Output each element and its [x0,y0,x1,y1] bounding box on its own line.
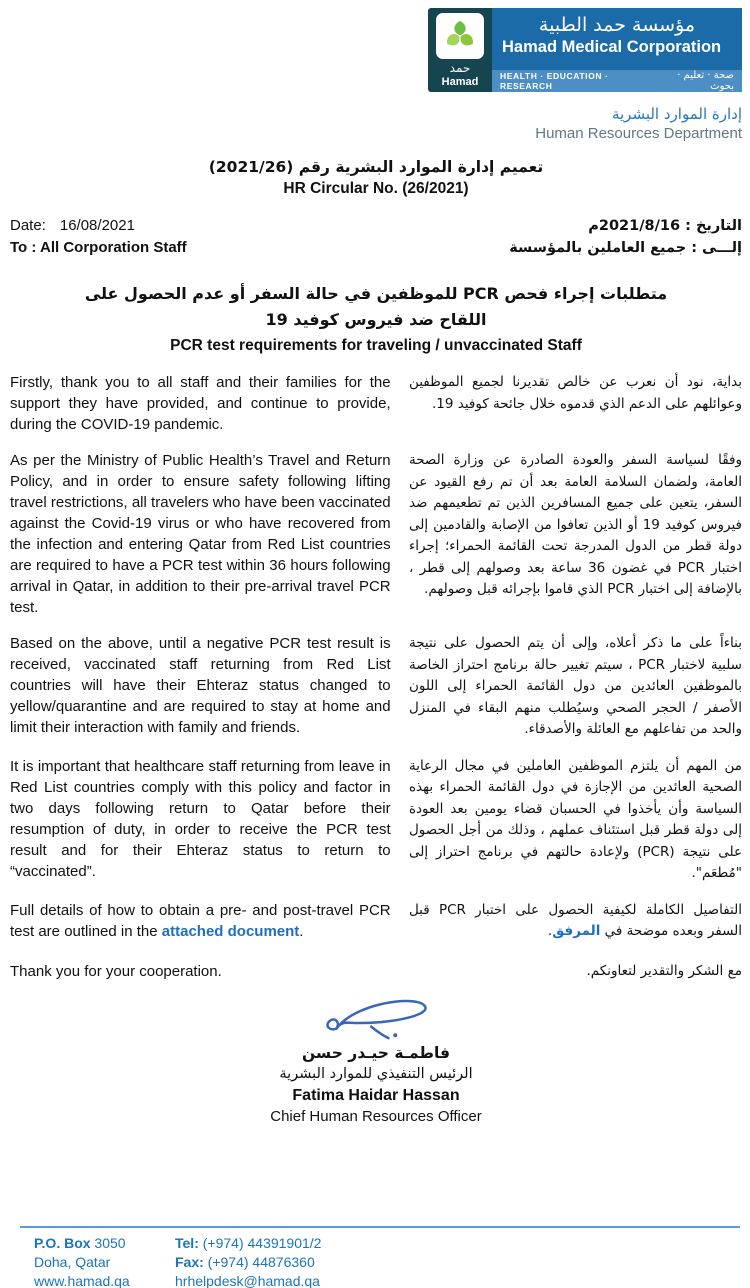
paragraph-en: Based on the above, until a negative PCR test result is received, vaccinated staff returning from Red List countries will have their Ehteraz status changed to yellow/quarantine and are required to stay at home and limit their interaction with family and friends. [10,635,391,736]
attachment-row [10,900,742,943]
subject-block [10,281,742,357]
tagline-arabic: صحة · تعليم · بحوث [677,70,734,92]
circular-title-arabic: تعميم إدارة الموارد البشرية رقم (2021/26) [208,158,544,176]
attachment-paragraph-ar: التفاصيل الكاملة لكيفية الحصول على اختبار PCR قبل السفر وبعده موضحة في المرفق. [408,901,742,939]
hamad-logo-mark [428,8,492,92]
department-name-arabic: إدارة الموارد البشرية [611,105,742,123]
attached-document-link[interactable]: attached document [161,922,300,940]
paragraph-ar: بداية، نود أن نعرب عن خالص تقديرنا لجميع الموظفين وعوائلهم على الدعم الذي قدموه خلال جائحة كوفيد 19. [408,374,742,412]
signature-image [301,992,451,1042]
logo-banner [492,8,742,70]
department-block [535,104,742,144]
meta-english [10,215,187,259]
closing-row [10,961,742,983]
logo-hamad-arabic: حمد [449,61,471,75]
tel-line: Tel: (+974) 44391901/2 [175,1235,322,1251]
attachment-paragraph-en: Full details of how to obtain a pre- and post-travel PCR test are outlined in the attached document. [10,901,391,940]
pobox-line: P.O. Box 3050 [34,1235,126,1251]
org-name-arabic: مؤسسة حمد الطبية [538,14,696,36]
logo-banner-block [492,8,742,92]
closing-en: Thank you for your cooperation. [10,962,222,980]
signatory-title-english: Chief Human Resources Officer [270,1108,482,1125]
attachment-link-arabic[interactable]: المرفق [552,923,601,939]
leaves-icon [441,18,479,54]
org-name-english: Hamad Medical Corporation [502,38,722,56]
email: hrhelpdesk@hamad.qa [175,1273,320,1288]
fax-line: Fax: (+974) 44876360 [175,1254,315,1270]
meta-arabic [509,215,742,259]
paragraph-row [10,450,742,618]
tagline-english: HEALTH · EDUCATION · RESEARCH [500,71,609,91]
logo-tagline-strip [492,70,742,92]
paragraph-row [10,372,742,435]
to-line-arabic: إلـــى : جميع العاملين بالمؤسسة [509,240,742,256]
paragraph-row [10,633,742,741]
header [0,0,750,144]
logo-hamad-english: Hamad [441,76,479,88]
meta-block [10,215,742,259]
website: www.hamad.qa [34,1273,130,1288]
to-line: To : All Corporation Staff [10,239,187,256]
paragraph-en: It is important that healthcare staff returning from leave in Red List countries comply with this policy and factor in two days following return to Qatar before their resumption of duty, in order to receive the PCR test result and for their Ehteraz status to return to “vaccinated”. [10,757,391,880]
date-line-arabic: التاريخ : 2021/8/16م [588,218,742,234]
document-body [0,144,750,1127]
paragraph-en: Firstly, thank you to all staff and their families for the support they have provided, and continue to provide, during the COVID-19 pandemic. [10,374,391,433]
signatory-name-arabic: فاطمـة حيـدر حسن [301,1044,450,1062]
date-line: Date: 16/08/2021 [10,217,135,234]
footer-phones [175,1234,321,1288]
paragraph-ar: من المهم أن يلتزم الموظفين العاملين في مجال الرعاية الصحية العائدين من الإجازة في دول القائمة الحمراء بهذه السياسة وأن يأخذوا في الحسبان قضاء يومين بعد العودة إلى دولة قطر قبل استئناف عملهم ، وذلك من أجل الحصول على نتيجة (PCR) ولإعادة حالتهم في برنامج احتراز إلى "مُطعَم". [408,757,743,881]
signature-block [10,992,742,1127]
paragraph-ar: وفقًا لسياسة السفر والعودة الصادرة عن وزارة الصحة العامة، ولضمان السلامة العامة بعد أن تم رفع القيود عن السفر، يتعين على جميع المسافرين الذين تم تطعيمهم ضد فيروس كوفيد 19 أو الذين تعافوا من الإصابة والقادمين إلى دولة قطر من الدول المدرجة تحت القائمة الحمراء؛ إجراء اختبار PCR في غضون 36 ساعة بعد وصولهم إلى قطر ، بالإضافة إلى اختبار PCR الذي قاموا بإجرائه قبل وصولهم. [408,452,743,597]
footer-divider [20,1226,740,1228]
city-line: Doha, Qatar [34,1254,111,1270]
closing-ar: مع الشكر والتقدير لتعاونكم. [586,962,742,979]
footer-address [34,1234,175,1288]
paragraph-row [10,756,742,885]
department-name-english: Human Resources Department [535,125,742,142]
signatory-title-arabic: الرئيس التنفيذي للموارد البشرية [279,1066,473,1082]
subject-arabic: متطلبات إجراء فحص PCR للموظفين في حالة السفر أو عدم الحصول على اللقاح ضد فيروس كوفيد 19 [84,284,668,329]
paragraph-ar: بناءاً على ما ذكر أعلاه، وإلى أن يتم الحصول على نتيجة سلبية لاختبار PCR ، سيتم تغيير حالة برنامج احتراز الخاصة بالموظفين العائدين من دول القائمة الحمراء إلى اللون الأصفر / الحجر الصحي وسيُطلب منهم البقاء في المنزل والحد من تفاعلهم مع العائلة والأصدقاء. [408,635,742,737]
footer-contact [0,1234,750,1288]
circular-title [10,156,742,199]
subject-english: PCR test requirements for traveling / unvaccinated Staff [170,337,582,354]
footer [0,1226,750,1288]
circular-title-english: HR Circular No. (26/2021) [283,180,469,197]
hmc-logo [428,8,742,92]
leaf-box [436,13,484,59]
paragraph-en: As per the Ministry of Public Health’s Travel and Return Policy, and in order to ensure safety following lifting travel restrictions, all travelers who have been vaccinated against the Covid-19 virus or who have recovered from the infection and entering Qatar from Red List countries are required to have a PCR test within 36 hours following arrival in Qatar, in addition to their pre-arrival travel PCR test. [10,452,391,616]
signatory-name-english: Fatima Haidar Hassan [292,1087,460,1104]
